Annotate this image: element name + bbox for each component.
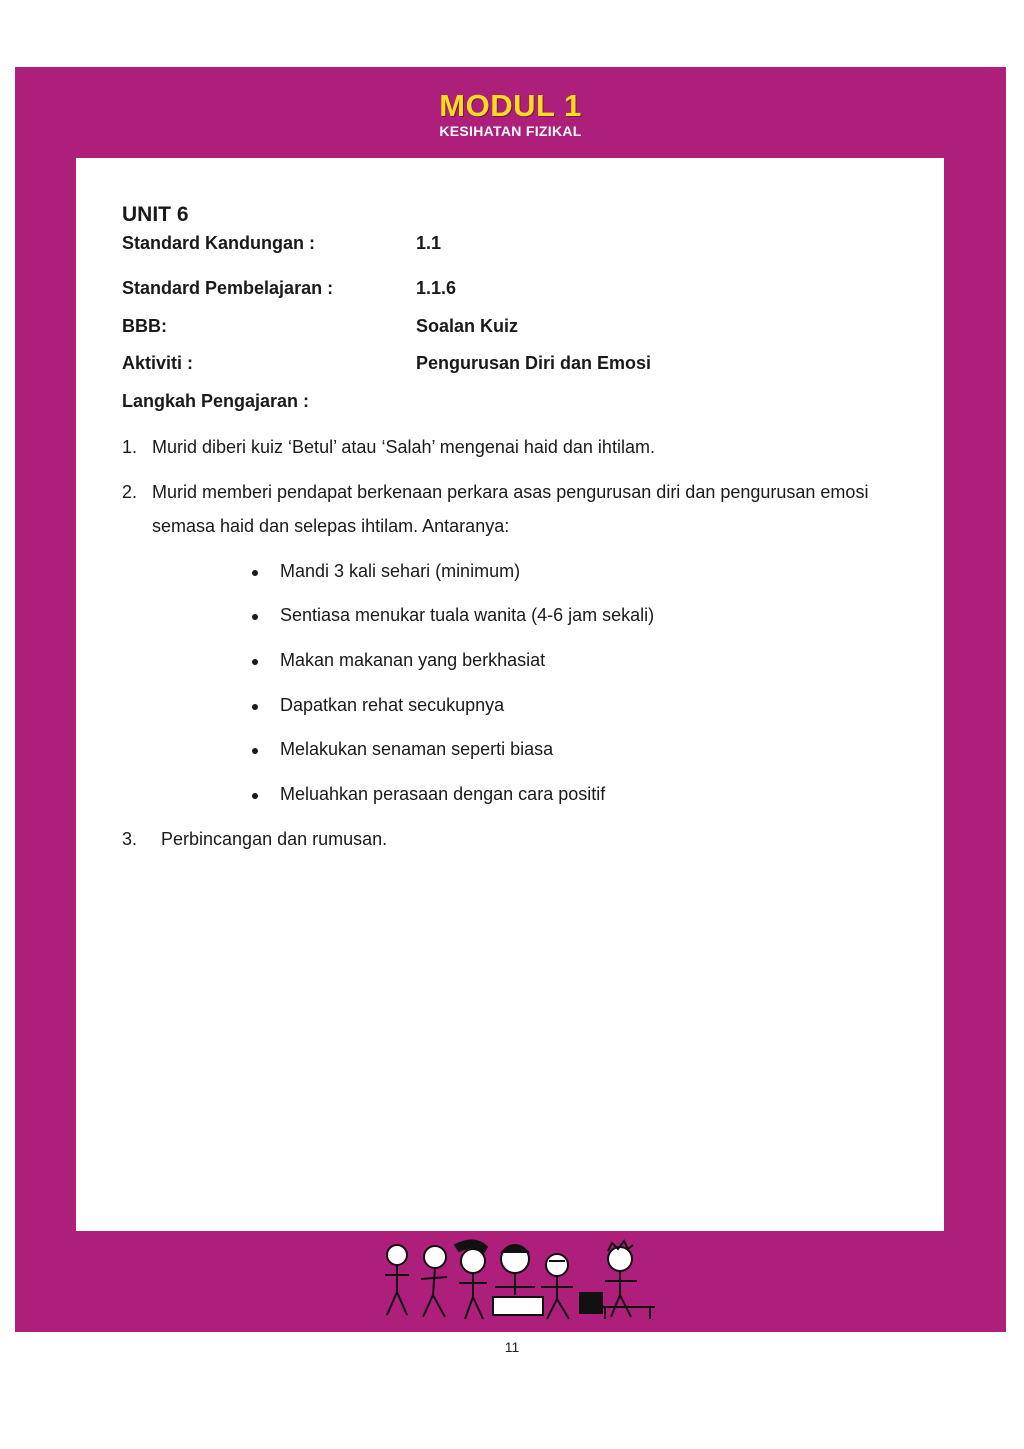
meta-label: Aktiviti :	[122, 353, 194, 373]
children-illustration	[375, 1237, 665, 1322]
page-number: 11	[504, 1339, 520, 1355]
meta-value: 1.1.6	[416, 278, 457, 298]
meta-label: Standard Kandungan :	[122, 233, 315, 253]
step-number: 3.	[122, 829, 138, 849]
meta-label: Standard Pembelajaran :	[122, 278, 334, 298]
meta-value: Soalan Kuiz	[416, 316, 519, 336]
module-subtitle: KESIHATAN FIZIKAL	[439, 123, 582, 139]
bullet-icon	[252, 704, 258, 710]
step-number: 1.	[122, 437, 138, 457]
meta-label: BBB:	[122, 316, 167, 336]
bullet-icon	[252, 570, 258, 576]
meta-value: 1.1	[416, 233, 442, 253]
bullet-icon	[252, 793, 258, 799]
step-text: Murid memberi pendapat berkenaan perkara asas pengurusan diri dan pengurusan emosi semasa haid dan selepas ihtilam. Antaranya:	[152, 482, 869, 536]
content-panel: UNIT 6 Standard Kandungan : 1.1 Standard Pembelajaran : 1.1.6 BBB: Soalan Kuiz Aktiviti : Pengurusan Diri dan Emosi Langkah Pengajaran : 1. Murid diberi kuiz ‘Betul’ atau ‘Salah’ mengenai haid dan ihtilam. 2. Murid memberi pendapat berkenaan perkara asas pengurusan diri dan pengurusan emosi semasa haid dan selepas ihtilam. Antaranya: Mandi 3 kali sehari (minimum) Sentiasa menukar tuala wanita (4-6 jam sekali) Makan makanan yang berkhasiat Dapatkan rehat secukupnya Melakukan senaman seperti biasa Meluahkan perasaan dengan cara positif 3. Perbincangan dan rumusan.	[76, 158, 944, 1231]
module-title: MODUL 1	[439, 88, 582, 123]
bullet-icon	[252, 614, 258, 620]
step-text: Murid diberi kuiz ‘Betul’ atau ‘Salah’ mengenai haid dan ihtilam.	[152, 437, 655, 457]
page-frame	[15, 67, 1006, 1332]
meta-label: Langkah Pengajaran :	[122, 391, 310, 411]
module-header	[15, 89, 1006, 139]
step-text: Perbincangan dan rumusan.	[161, 829, 388, 849]
bullet-icon	[252, 659, 258, 665]
bullet-icon	[252, 748, 258, 754]
meta-value: Pengurusan Diri dan Emosi	[416, 353, 652, 373]
step-number: 2.	[122, 482, 138, 502]
unit-heading: UNIT 6	[122, 203, 189, 226]
